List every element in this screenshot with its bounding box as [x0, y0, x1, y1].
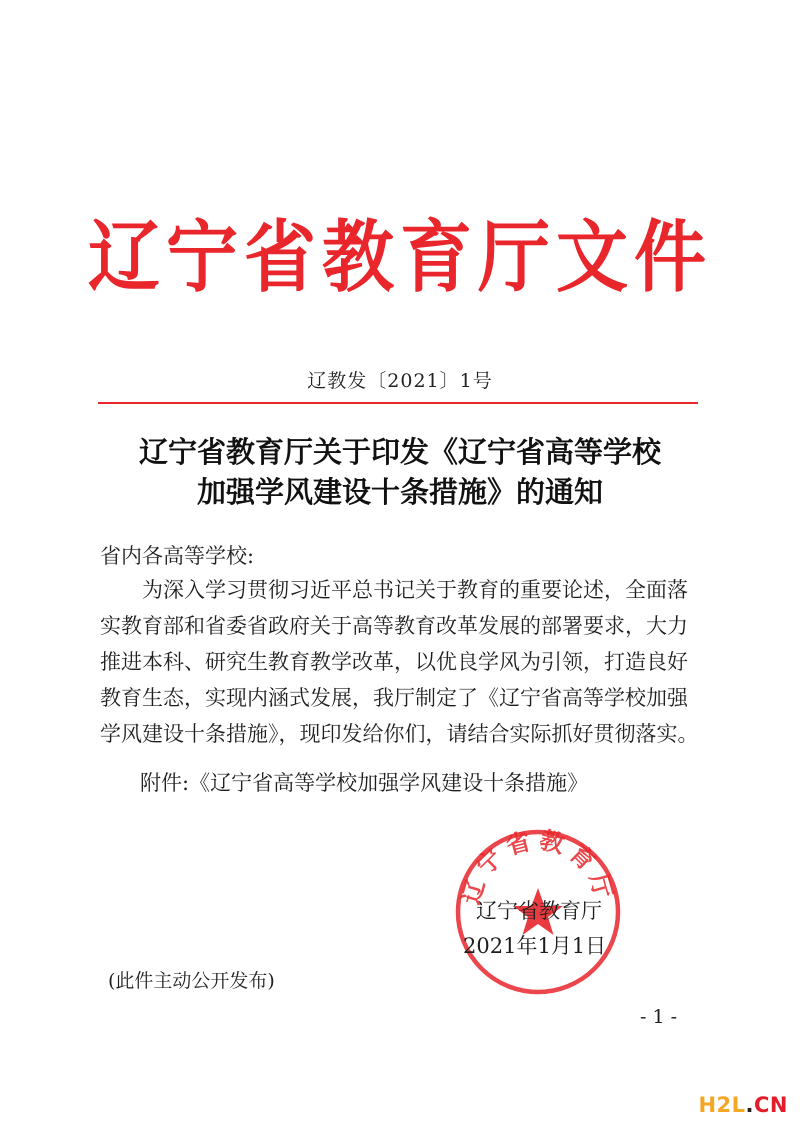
site-watermark-logo: [698, 1093, 788, 1117]
salutation: 省内各高等学校:: [100, 544, 255, 568]
notice-title-line-2: 加强学风建设十条措施》的通知: [196, 475, 603, 509]
body-line: 学风建设十条措施》，现印发给你们，请结合实际抓好贯彻落实。: [100, 722, 699, 746]
watermark-cn: CN: [754, 1093, 788, 1117]
body-line: 推进本科、研究生教育教学改革，以优良学风为引领，打造良好: [100, 650, 688, 674]
body-line: 实教育部和省委省政府关于高等教育改革发展的部署要求，大力: [100, 614, 688, 638]
issuing-authority: 辽宁省教育厅: [476, 899, 602, 923]
body-line: 为深入学习贯彻习近平总书记关于教育的重要论述，全面落: [142, 578, 688, 602]
document-masthead: 辽宁省教育厅文件: [87, 210, 712, 303]
document-number: 辽教发〔2021〕1号: [307, 370, 493, 392]
watermark-h2l: H2L: [698, 1093, 746, 1117]
page-number: - 1 -: [640, 1006, 678, 1028]
body-paragraph: [100, 572, 700, 752]
notice-title: [0, 432, 800, 512]
issue-date: 2021年1月1日: [463, 934, 607, 958]
seal-text: 辽宁省教育厅: [455, 826, 621, 908]
red-divider-line: [98, 402, 698, 404]
public-release-note: (此件主动公开发布): [108, 970, 275, 992]
notice-title-line-1: 辽宁省教育厅关于印发《辽宁省高等学校: [138, 435, 661, 469]
body-line: 教育生态，实现内涵式发展，我厅制定了《辽宁省高等学校加强: [100, 686, 688, 710]
attachment-note: 附件:《辽宁省高等学校加强学风建设十条措施》: [140, 771, 589, 795]
watermark-dot: .: [745, 1093, 754, 1117]
